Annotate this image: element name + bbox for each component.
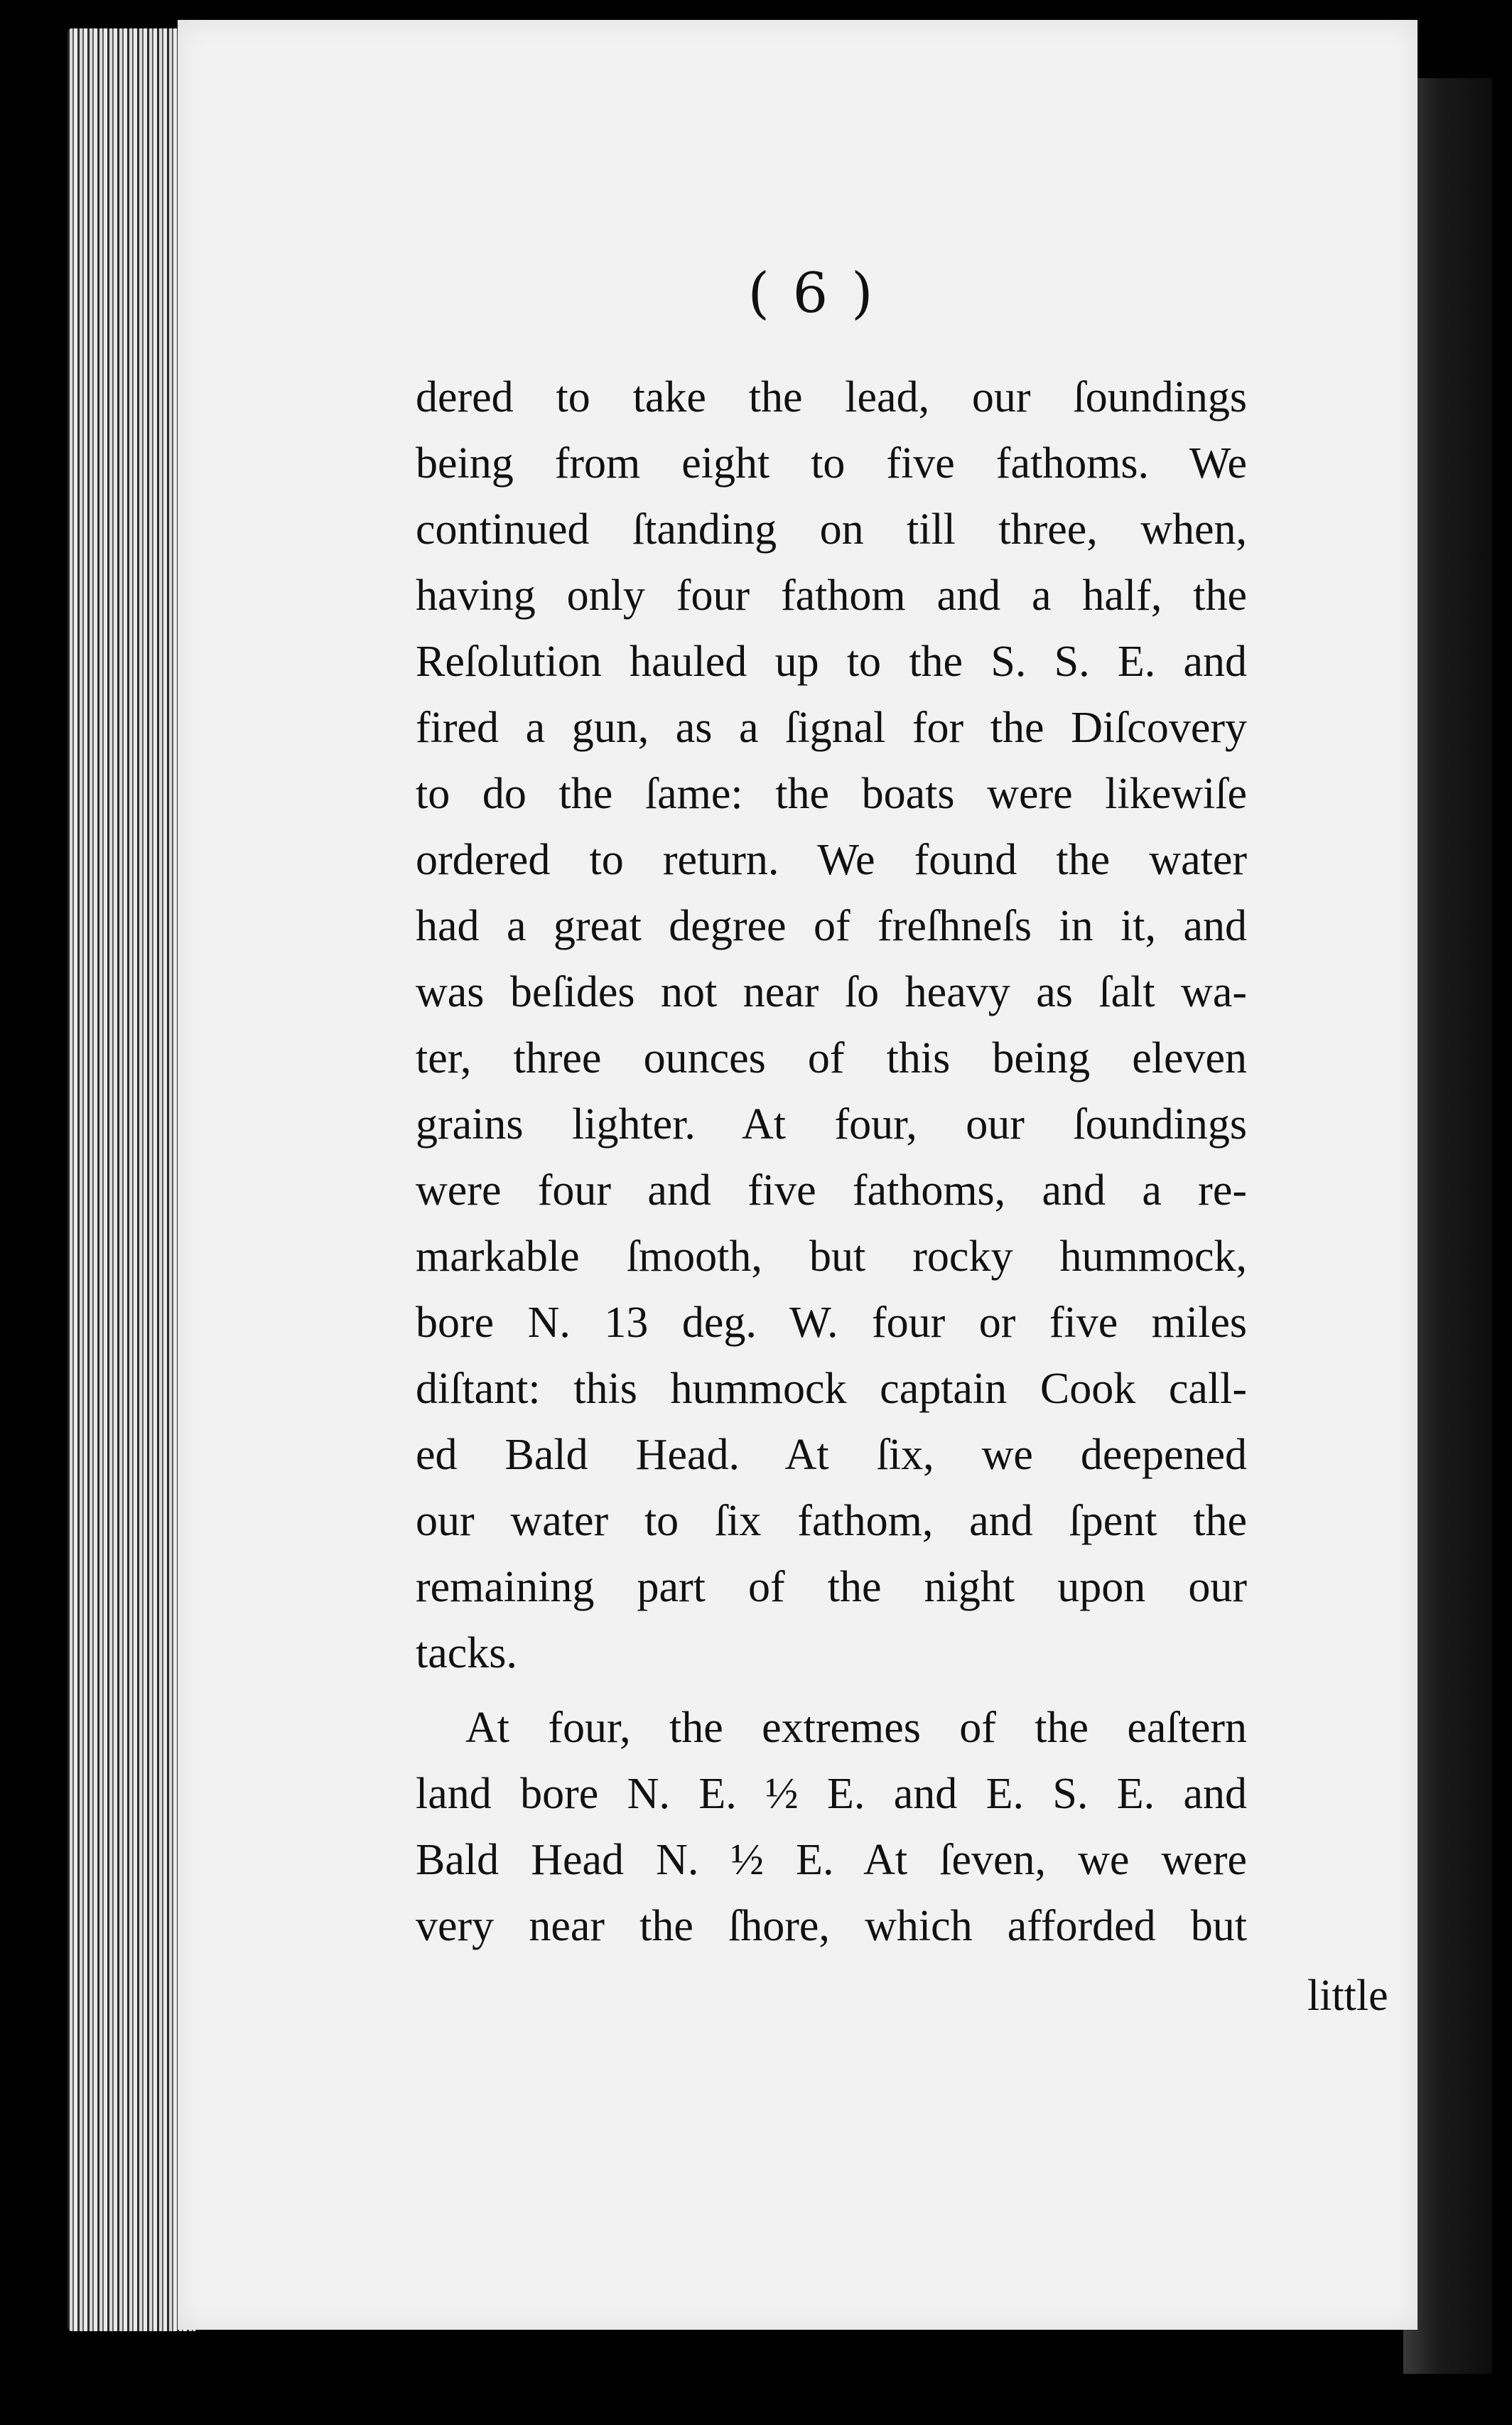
text-line: Reſolution hauled up to the S. S. E. and: [416, 638, 1247, 686]
text-line: tacks.: [416, 1629, 517, 1677]
text-line: was beſides not near ſo heavy as ſalt wa-: [416, 968, 1247, 1016]
text-line: bore N. 13 deg. W. four or five miles: [416, 1298, 1247, 1347]
text-line: very near the ſhore, which afforded but: [416, 1902, 1247, 1950]
page-edges: [68, 28, 195, 2331]
text-line: grains lighter. At four, our ſoundings: [416, 1100, 1247, 1149]
text-line: fired a gun, as a ſignal for the Diſcovery: [416, 704, 1247, 752]
text-line: ter, three ounces of this being eleven: [416, 1034, 1247, 1082]
text-line: were four and five fathoms, and a re-: [416, 1166, 1247, 1215]
text-line: remaining part of the night upon our: [416, 1563, 1247, 1611]
text-line: our water to ſix fathom, and ſpent the: [416, 1497, 1247, 1545]
book-page: [178, 20, 1418, 2330]
body-text: [416, 365, 1247, 1959]
paragraph-1: [416, 365, 1247, 1687]
catchword: little: [1307, 1972, 1388, 2020]
text-line: ordered to return. We found the water: [416, 836, 1247, 884]
text-line: land bore N. E. ½ E. and E. S. E. and: [416, 1770, 1247, 1818]
text-line: to do the ſame: the boats were likewiſe: [416, 770, 1247, 818]
text-line: diſtant: this hummock captain Cook call-: [416, 1365, 1247, 1413]
text-line: dered to take the lead, our ſoundings: [416, 373, 1247, 421]
text-line: had a great degree of freſhneſs in it, and: [416, 902, 1247, 950]
text-line: markable ſmooth, but rocky hummock,: [416, 1232, 1247, 1281]
text-line: At four, the extremes of the eaſtern: [465, 1704, 1247, 1752]
page-number-header: ( 6 ): [747, 262, 876, 326]
text-line: ed Bald Head. At ſix, we deepened: [416, 1431, 1247, 1479]
text-line: being from eight to five fathoms. We: [416, 439, 1247, 488]
text-line: having only four fathom and a half, the: [416, 571, 1247, 620]
paragraph-2: [416, 1695, 1247, 1959]
text-line: Bald Head N. ½ E. At ſeven, we were: [416, 1836, 1247, 1884]
text-line: continued ſtanding on till three, when,: [416, 505, 1247, 554]
